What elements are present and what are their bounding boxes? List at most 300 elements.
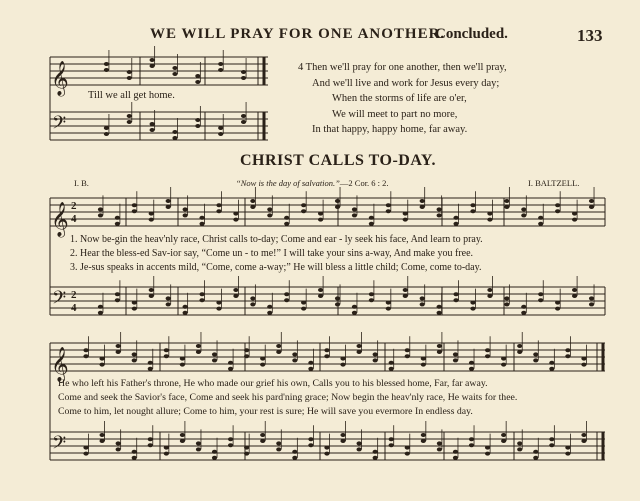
note-head <box>487 294 492 298</box>
note-head <box>324 348 329 352</box>
note-head <box>421 357 426 361</box>
note-head <box>132 301 137 305</box>
note-head <box>386 203 391 207</box>
note-head <box>216 203 221 207</box>
note-head <box>521 305 526 309</box>
note-head <box>555 307 560 311</box>
note-head <box>98 207 103 211</box>
note-head <box>195 74 200 78</box>
note-head <box>166 302 171 306</box>
verse-four-line: 4 Then we'll pray for one another, then we'll pray, <box>298 62 507 73</box>
system1-lyric-line: 1. Now be-gin the heav'nly race, Christ calls to-day; Come and ear - ly seek his face, And learn to pray. <box>70 234 483 245</box>
note-head <box>150 122 155 126</box>
note-head <box>373 358 378 362</box>
note-head <box>521 311 526 315</box>
verse-four-line: We will meet to part no more, <box>332 108 458 120</box>
note-head <box>250 199 255 203</box>
note-head <box>148 443 153 447</box>
note-head <box>501 357 506 361</box>
note-head <box>453 352 458 356</box>
note-head <box>233 294 238 298</box>
note-head <box>386 301 391 305</box>
system1-lyric-line: 2. Hear the bless-ed Sav-ior say, “Come un - to me!” I will take your sins a-way, And make you free. <box>70 248 474 259</box>
note-head <box>453 292 458 296</box>
note-head <box>218 126 223 130</box>
note-head <box>292 456 297 460</box>
note-head <box>437 213 442 217</box>
note-head <box>389 361 394 365</box>
note-head <box>405 446 410 450</box>
note-head <box>533 358 538 362</box>
note-head <box>115 216 120 220</box>
note-head <box>369 216 374 220</box>
note-head <box>99 357 104 361</box>
note-head <box>517 344 522 348</box>
note-head <box>521 207 526 211</box>
note-head <box>164 452 169 456</box>
scripture-citation: —2 Cor. 6 : 2. <box>339 178 389 188</box>
note-head <box>340 357 345 361</box>
note-head <box>470 203 475 207</box>
note-head <box>469 367 474 371</box>
note-head <box>487 218 492 222</box>
note-head <box>453 456 458 460</box>
note-head <box>149 212 154 216</box>
note-head <box>241 114 246 118</box>
note-head <box>485 354 490 358</box>
note-head <box>132 209 137 213</box>
note-head <box>244 354 249 358</box>
song-title: CHRIST CALLS TO-DAY. <box>240 152 437 169</box>
note-head <box>335 199 340 203</box>
note-head <box>549 437 554 441</box>
note-head <box>356 441 361 445</box>
note-head <box>183 207 188 211</box>
note-head <box>469 437 474 441</box>
note-head <box>196 350 201 354</box>
note-head <box>172 72 177 76</box>
note-head <box>437 305 442 309</box>
note-head <box>501 363 506 367</box>
note-head <box>195 118 200 122</box>
note-head <box>373 456 378 460</box>
note-head <box>420 199 425 203</box>
note-head <box>127 70 132 74</box>
note-head <box>421 433 426 437</box>
note-head <box>98 213 103 217</box>
note-head <box>453 358 458 362</box>
note-head <box>504 302 509 306</box>
note-head <box>180 357 185 361</box>
note-head <box>437 207 442 211</box>
note-head <box>324 452 329 456</box>
note-head <box>308 443 313 447</box>
note-head <box>521 213 526 217</box>
note-head <box>218 62 223 66</box>
note-head <box>267 207 272 211</box>
note-head <box>487 288 492 292</box>
note-head <box>324 354 329 358</box>
note-head <box>356 447 361 451</box>
note-head <box>470 209 475 213</box>
note-head <box>565 446 570 450</box>
time-signature-digit: 4 <box>71 302 77 314</box>
note-head <box>352 213 357 217</box>
page-header-title: WE WILL PRAY FOR ONE ANOTHER. <box>150 26 446 42</box>
note-head <box>572 288 577 292</box>
note-head <box>115 298 120 302</box>
note-head <box>132 450 137 454</box>
note-head <box>485 452 490 456</box>
note-head <box>180 363 185 367</box>
note-head <box>517 441 522 445</box>
note-head <box>504 205 509 209</box>
verse-four-line: When the storms of life are o'er, <box>332 93 467 104</box>
system2-lyric-line: He who left his Father's throne, He who made our grief his own, Calls you to his blessed home, Far, far away. <box>58 378 488 389</box>
note-head <box>405 348 410 352</box>
bass-clef-icon: 𝄢 <box>52 288 67 313</box>
note-head <box>533 450 538 454</box>
note-head <box>292 352 297 356</box>
note-head <box>166 205 171 209</box>
note-head <box>164 348 169 352</box>
verse-four-line: In that happy, happy home, far away. <box>312 124 468 135</box>
previous-song-end-lyric: Till we all get home. <box>88 90 175 101</box>
note-head <box>533 456 538 460</box>
note-head <box>164 354 169 358</box>
treble-clef-icon: 𝄞 <box>51 61 69 96</box>
note-head <box>148 367 153 371</box>
note-head <box>148 437 153 441</box>
note-head <box>104 68 109 72</box>
note-head <box>218 68 223 72</box>
note-head <box>149 294 154 298</box>
scripture-quote: “Now is the day of salvation.” <box>236 178 340 188</box>
note-head <box>104 132 109 136</box>
note-head <box>116 447 121 451</box>
composer-credit: I. BALTZELL. <box>528 178 580 188</box>
note-head <box>403 218 408 222</box>
note-head <box>420 302 425 306</box>
note-head <box>127 120 132 124</box>
note-head <box>233 218 238 222</box>
note-head <box>260 363 265 367</box>
note-head <box>533 352 538 356</box>
note-head <box>437 447 442 451</box>
note-head <box>373 352 378 356</box>
note-head <box>98 305 103 309</box>
note-head <box>284 298 289 302</box>
time-signature-digit: 2 <box>71 200 77 212</box>
note-head <box>405 354 410 358</box>
note-head <box>555 301 560 305</box>
note-head <box>150 64 155 68</box>
note-head <box>233 288 238 292</box>
note-head <box>228 367 233 371</box>
note-head <box>589 199 594 203</box>
note-head <box>116 344 121 348</box>
note-head <box>352 311 357 315</box>
note-head <box>99 363 104 367</box>
note-head <box>420 205 425 209</box>
note-head <box>324 446 329 450</box>
note-head <box>437 311 442 315</box>
note-head <box>241 76 246 80</box>
note-head <box>267 213 272 217</box>
system2-lyric-line: Come and seek the Savior's face, Come and seek his pard'ning grace; Now begin the heav'nly race, He waits for thee. <box>58 392 518 403</box>
note-head <box>172 130 177 134</box>
note-head <box>267 305 272 309</box>
note-head <box>470 301 475 305</box>
note-head <box>284 216 289 220</box>
note-head <box>212 450 217 454</box>
note-head <box>386 209 391 213</box>
note-head <box>572 294 577 298</box>
note-head <box>453 298 458 302</box>
note-head <box>267 311 272 315</box>
note-head <box>389 443 394 447</box>
note-head <box>250 205 255 209</box>
note-head <box>352 305 357 309</box>
verse-four-line: And we'll live and work for Jesus every day; <box>312 77 500 89</box>
note-head <box>216 301 221 305</box>
note-head <box>199 298 204 302</box>
note-head <box>453 222 458 226</box>
note-head <box>538 298 543 302</box>
note-head <box>487 212 492 216</box>
bass-clef-icon: 𝄢 <box>52 433 67 458</box>
note-head <box>421 363 426 367</box>
note-head <box>244 452 249 456</box>
note-head <box>99 433 104 437</box>
note-head <box>104 126 109 130</box>
note-head <box>565 452 570 456</box>
note-head <box>276 441 281 445</box>
note-head <box>318 288 323 292</box>
note-head <box>565 348 570 352</box>
note-head <box>183 311 188 315</box>
note-head <box>199 292 204 296</box>
note-head <box>549 443 554 447</box>
note-head <box>301 203 306 207</box>
note-head <box>420 296 425 300</box>
note-head <box>83 354 88 358</box>
note-head <box>470 307 475 311</box>
note-head <box>212 456 217 460</box>
note-head <box>501 433 506 437</box>
note-head <box>260 439 265 443</box>
note-head <box>166 199 171 203</box>
note-head <box>389 437 394 441</box>
note-head <box>216 209 221 213</box>
note-head <box>318 218 323 222</box>
note-head <box>469 361 474 365</box>
note-head <box>244 446 249 450</box>
note-head <box>83 452 88 456</box>
lyricist-credit: I. B. <box>74 178 89 188</box>
time-signature-digit: 4 <box>71 213 77 225</box>
note-head <box>228 361 233 365</box>
time-signature-digit: 2 <box>71 289 77 301</box>
note-head <box>233 212 238 216</box>
note-head <box>308 367 313 371</box>
note-head <box>183 213 188 217</box>
note-head <box>276 350 281 354</box>
note-head <box>116 441 121 445</box>
note-head <box>340 433 345 437</box>
note-head <box>228 443 233 447</box>
note-head <box>199 216 204 220</box>
note-head <box>581 433 586 437</box>
note-head <box>335 296 340 300</box>
note-head <box>581 439 586 443</box>
note-head <box>517 447 522 451</box>
note-head <box>196 344 201 348</box>
note-head <box>469 443 474 447</box>
note-head <box>369 222 374 226</box>
page-header-concluded: Concluded. <box>435 26 508 42</box>
note-head <box>244 348 249 352</box>
note-head <box>356 350 361 354</box>
note-head <box>148 361 153 365</box>
note-head <box>485 348 490 352</box>
note-head <box>453 450 458 454</box>
note-head <box>504 296 509 300</box>
note-head <box>250 296 255 300</box>
note-head <box>589 205 594 209</box>
note-head <box>132 203 137 207</box>
note-head <box>581 357 586 361</box>
note-head <box>318 212 323 216</box>
note-head <box>555 209 560 213</box>
note-head <box>572 212 577 216</box>
note-head <box>581 363 586 367</box>
note-head <box>260 433 265 437</box>
note-head <box>260 357 265 361</box>
note-head <box>504 199 509 203</box>
note-head <box>301 301 306 305</box>
note-head <box>132 307 137 311</box>
note-head <box>216 307 221 311</box>
note-head <box>132 352 137 356</box>
note-head <box>549 367 554 371</box>
note-head <box>276 344 281 348</box>
note-head <box>115 292 120 296</box>
note-head <box>549 361 554 365</box>
note-head <box>340 439 345 443</box>
note-head <box>83 348 88 352</box>
note-head <box>589 302 594 306</box>
note-head <box>284 222 289 226</box>
note-head <box>172 66 177 70</box>
note-head <box>241 120 246 124</box>
note-head <box>308 437 313 441</box>
note-head <box>212 352 217 356</box>
note-head <box>308 361 313 365</box>
note-head <box>150 58 155 62</box>
note-head <box>373 450 378 454</box>
note-head <box>183 305 188 309</box>
note-head <box>172 136 177 140</box>
note-head <box>83 446 88 450</box>
system1-lyric-line: 3. Je-sus speaks in accents mild, “Come, come a-way;” He will bless a little child; Come, come to-day. <box>70 262 482 273</box>
note-head <box>180 433 185 437</box>
note-head <box>453 216 458 220</box>
note-head <box>132 456 137 460</box>
note-head <box>212 358 217 362</box>
note-head <box>196 441 201 445</box>
note-head <box>369 298 374 302</box>
note-head <box>485 446 490 450</box>
note-head <box>386 307 391 311</box>
note-head <box>116 350 121 354</box>
note-head <box>218 132 223 136</box>
note-head <box>501 439 506 443</box>
note-head <box>127 76 132 80</box>
note-head <box>565 354 570 358</box>
note-head <box>589 296 594 300</box>
note-head <box>403 294 408 298</box>
note-head <box>389 367 394 371</box>
note-head <box>318 294 323 298</box>
note-head <box>335 302 340 306</box>
treble-clef-icon: 𝄞 <box>51 202 69 237</box>
note-head <box>437 344 442 348</box>
bass-clef-icon: 𝄢 <box>52 113 67 138</box>
note-head <box>538 222 543 226</box>
note-head <box>538 216 543 220</box>
note-head <box>99 439 104 443</box>
note-head <box>132 358 137 362</box>
note-head <box>115 222 120 226</box>
note-head <box>150 128 155 132</box>
note-head <box>199 222 204 226</box>
note-head <box>538 292 543 296</box>
system2-lyric-line: Come to him, let nought allure; Come to him, your rest is sure; He will save you evermore In endless day. <box>58 406 473 417</box>
note-head <box>421 439 426 443</box>
treble-clef-icon: 𝄞 <box>51 347 69 382</box>
note-head <box>301 307 306 311</box>
note-head <box>127 114 132 118</box>
page-number: 133 <box>577 26 603 45</box>
note-head <box>352 207 357 211</box>
note-head <box>572 218 577 222</box>
note-head <box>403 212 408 216</box>
note-head <box>292 450 297 454</box>
note-head <box>437 350 442 354</box>
note-head <box>228 437 233 441</box>
note-head <box>104 62 109 66</box>
note-head <box>166 296 171 300</box>
note-head <box>335 205 340 209</box>
note-head <box>195 80 200 84</box>
note-head <box>437 441 442 445</box>
note-head <box>356 344 361 348</box>
note-head <box>517 350 522 354</box>
note-head <box>555 203 560 207</box>
note-head <box>301 209 306 213</box>
note-head <box>196 447 201 451</box>
note-head <box>180 439 185 443</box>
note-head <box>250 302 255 306</box>
note-head <box>340 363 345 367</box>
note-head <box>292 358 297 362</box>
note-head <box>369 292 374 296</box>
note-head <box>164 446 169 450</box>
note-head <box>149 218 154 222</box>
note-head <box>403 288 408 292</box>
note-head <box>149 288 154 292</box>
